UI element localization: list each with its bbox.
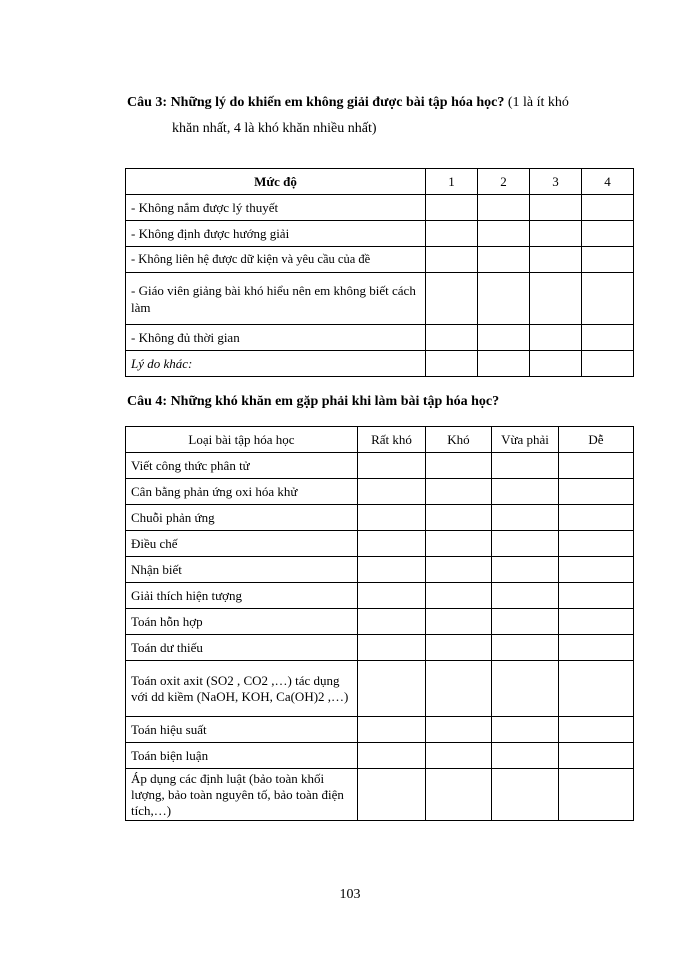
header-4: 4 <box>582 169 634 195</box>
rating-cell[interactable] <box>478 221 530 247</box>
rating-cell[interactable] <box>492 453 559 479</box>
table-row <box>126 351 634 377</box>
rating-cell[interactable] <box>426 609 492 635</box>
table-row <box>126 273 634 325</box>
row-label: Viết công thức phân tử <box>126 453 358 479</box>
rating-cell[interactable] <box>426 195 478 221</box>
table-row <box>126 505 634 531</box>
rating-cell[interactable] <box>492 743 559 769</box>
rating-cell[interactable] <box>478 195 530 221</box>
rating-cell[interactable] <box>426 453 492 479</box>
header-2: 2 <box>478 169 530 195</box>
rating-cell[interactable] <box>559 609 634 635</box>
page-number: 103 <box>339 887 361 902</box>
rating-cell[interactable] <box>358 557 426 583</box>
rating-cell[interactable] <box>559 583 634 609</box>
table-row <box>126 325 634 351</box>
rating-cell[interactable] <box>426 505 492 531</box>
rating-cell[interactable] <box>492 531 559 557</box>
rating-cell[interactable] <box>358 769 426 821</box>
row-label: Toán hiệu suất <box>126 717 358 743</box>
rating-cell[interactable] <box>492 609 559 635</box>
row-label: Toán dư thiếu <box>126 635 358 661</box>
row-label: Toán biện luận <box>126 743 358 769</box>
rating-cell[interactable] <box>530 221 582 247</box>
rating-cell[interactable] <box>530 195 582 221</box>
rating-cell[interactable] <box>582 247 634 273</box>
rating-cell[interactable] <box>426 583 492 609</box>
table-row <box>126 661 634 717</box>
rating-cell[interactable] <box>358 583 426 609</box>
rating-cell[interactable] <box>582 195 634 221</box>
rating-cell[interactable] <box>492 557 559 583</box>
question-4-text: Những khó khăn em gặp phải khi làm bài tập hóa học? <box>170 394 500 409</box>
rating-cell[interactable] <box>426 273 478 325</box>
table-row <box>126 769 634 821</box>
question-3 <box>127 90 627 142</box>
rating-cell[interactable] <box>492 661 559 717</box>
rating-cell[interactable] <box>426 351 478 377</box>
row-label: - Không liên hệ được dữ kiện và yêu cầu của đề <box>126 247 426 273</box>
rating-cell[interactable] <box>358 743 426 769</box>
header-easy: Dễ <box>559 427 634 453</box>
question-4 <box>127 394 499 410</box>
table-row <box>126 453 634 479</box>
rating-cell[interactable] <box>426 247 478 273</box>
rating-cell[interactable] <box>426 661 492 717</box>
row-label: Toán hỗn hợp <box>126 609 358 635</box>
table-row <box>126 635 634 661</box>
rating-cell[interactable] <box>559 743 634 769</box>
rating-cell[interactable] <box>358 531 426 557</box>
rating-cell[interactable] <box>426 635 492 661</box>
row-label: Cân bằng phản ứng oxi hóa khử <box>126 479 358 505</box>
rating-cell[interactable] <box>426 743 492 769</box>
rating-cell[interactable] <box>582 273 634 325</box>
rating-cell[interactable] <box>582 221 634 247</box>
rating-cell[interactable] <box>530 247 582 273</box>
row-label: Điều chế <box>126 531 358 557</box>
table-row <box>126 557 634 583</box>
rating-cell[interactable] <box>358 505 426 531</box>
rating-cell[interactable] <box>358 609 426 635</box>
table-row <box>126 609 634 635</box>
rating-cell[interactable] <box>492 505 559 531</box>
table-header-row <box>126 169 634 195</box>
rating-cell[interactable] <box>478 247 530 273</box>
question-3-label: Câu 3: <box>127 95 168 110</box>
header-very-hard: Rất khó <box>358 427 426 453</box>
rating-cell[interactable] <box>492 479 559 505</box>
question-3-text: Những lý do khiến em không giải được bài tập hóa học? <box>170 95 505 110</box>
row-label: Chuỗi phản ứng <box>126 505 358 531</box>
header-level: Mức độ <box>126 169 426 195</box>
rating-cell[interactable] <box>559 557 634 583</box>
rating-cell[interactable] <box>426 479 492 505</box>
header-moderate: Vừa phải <box>492 427 559 453</box>
table-header-row <box>126 427 634 453</box>
rating-cell[interactable] <box>426 325 478 351</box>
header-hard: Khó <box>426 427 492 453</box>
header-type: Loại bài tập hóa học <box>126 427 358 453</box>
table-row <box>126 583 634 609</box>
rating-cell[interactable] <box>492 717 559 743</box>
difficulty-table <box>125 426 634 821</box>
rating-cell[interactable] <box>559 531 634 557</box>
rating-cell[interactable] <box>426 221 478 247</box>
table-row <box>126 247 634 273</box>
rating-cell[interactable] <box>358 635 426 661</box>
rating-cell[interactable] <box>559 717 634 743</box>
row-label: - Không đủ thời gian <box>126 325 426 351</box>
row-label: - Giáo viên giảng bài khó hiểu nên em không biết cách làm <box>126 273 426 325</box>
row-label: Toán oxit axit (SO2 , CO2 ,…) tác dụng với dd kiềm (NaOH, KOH, Ca(OH)2 ,…) <box>126 661 358 717</box>
rating-cell[interactable] <box>358 661 426 717</box>
rating-cell[interactable] <box>582 351 634 377</box>
question-3-note-1: (1 là ít khó <box>507 95 569 110</box>
header-1: 1 <box>426 169 478 195</box>
row-label: Nhận biết <box>126 557 358 583</box>
question-4-label: Câu 4: <box>127 394 168 409</box>
row-label: Lý do khác: <box>126 351 426 377</box>
rating-cell[interactable] <box>478 325 530 351</box>
rating-cell[interactable] <box>530 273 582 325</box>
rating-cell[interactable] <box>530 325 582 351</box>
rating-cell[interactable] <box>426 531 492 557</box>
rating-cell[interactable] <box>559 479 634 505</box>
table-row <box>126 221 634 247</box>
rating-cell[interactable] <box>492 635 559 661</box>
row-label: - Không định được hướng giải <box>126 221 426 247</box>
rating-cell[interactable] <box>492 583 559 609</box>
rating-cell[interactable] <box>492 769 559 821</box>
rating-cell[interactable] <box>559 505 634 531</box>
rating-cell[interactable] <box>559 769 634 821</box>
rating-cell[interactable] <box>559 635 634 661</box>
rating-cell[interactable] <box>530 351 582 377</box>
rating-cell[interactable] <box>478 273 530 325</box>
rating-cell[interactable] <box>358 717 426 743</box>
rating-cell[interactable] <box>358 479 426 505</box>
rating-cell[interactable] <box>559 661 634 717</box>
rating-cell[interactable] <box>426 717 492 743</box>
row-label: Giải thích hiện tượng <box>126 583 358 609</box>
table-row <box>126 479 634 505</box>
question-3-note-2: khăn nhất, 4 là khó khăn nhiều nhất) <box>172 121 377 136</box>
table-row <box>126 195 634 221</box>
row-label: - Không nắm được lý thuyết <box>126 195 426 221</box>
rating-cell[interactable] <box>559 453 634 479</box>
row-label: Áp dụng các định luật (bảo toàn khối lượng, bảo toàn nguyên tố, bảo toàn điện tích,…) <box>126 769 358 821</box>
rating-cell[interactable] <box>358 453 426 479</box>
rating-cell[interactable] <box>426 769 492 821</box>
table-row <box>126 717 634 743</box>
table-row <box>126 531 634 557</box>
rating-cell[interactable] <box>426 557 492 583</box>
rating-cell[interactable] <box>582 325 634 351</box>
header-3: 3 <box>530 169 582 195</box>
reasons-table <box>125 168 634 377</box>
rating-cell[interactable] <box>478 351 530 377</box>
table-row <box>126 743 634 769</box>
